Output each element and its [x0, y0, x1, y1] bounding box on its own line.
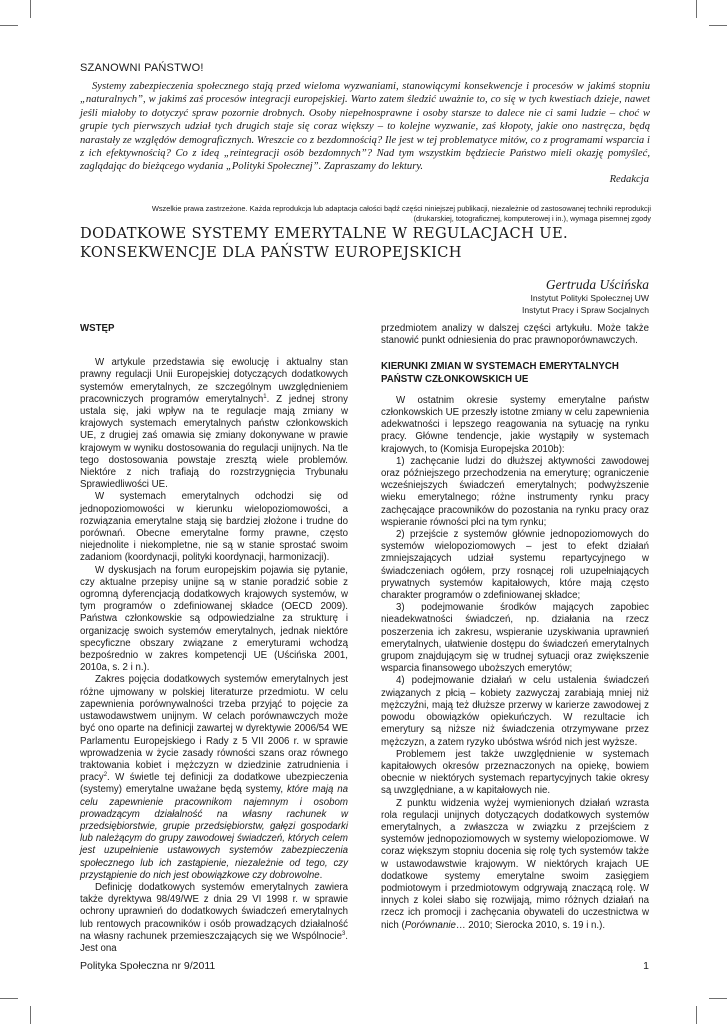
intro-heading: SZANOWNI PAŃSTWO! — [80, 62, 204, 74]
crop-mark — [0, 998, 18, 999]
paragraph: Problemem jest także uwzględnienie w systemach kapitałowych okresów przeznaczonych na opiekę, bowiem obecnie w niektórych systemach repartycyjnych takie okresy są uwzględniane, a w kapitałowych nie. — [381, 748, 649, 797]
paragraph: W ostatnim okresie systemy emerytalne państw członkowskich UE przeszły istotne zmiany w celu zapewnienia adekwatności i lepszego reagowania na sytuację na rynku pracy. Główne tendencje, jakie wystąpiły w systemach krajowych, to (Komisja Europejska 2010b): — [381, 394, 649, 455]
intro-text: Systemy zabezpieczenia społecznego stają przed wieloma wyzwaniami, stanowiącymi konsekwencje i procesów w jakimś stopniu „naturalnych”, w jakimś zaś procesów integracji europejskiej. Warto zatem śledzić uważnie to, co się w tych kwestiach dzieje, nawet jeśli miałoby to dotyczyć spraw pozornie drobnych. Osoby niepełnosprawne i osoby starsze to dalece nie ci sami ludzie – choć w grupie tych pierwszych udział tych drugich staje się coraz większy – to kolejne wyzwanie, zaś kłopoty, jakie ono nastręcza, będą narastały ze względów demograficznych. Wreszcie co z bezdomnością? Ile jest w tej problematyce mitów, co z programami wsparcia i z ich efektywnością? Co z ideą „reintegracji osób bezdomnych”? Nad tym wszystkim będziecie Państwo mieli okazję pomyśleć, zaglądając do bieżącego wydania „Polityki Społecznej”. Zapraszamy do lektury. — [80, 81, 650, 173]
article-title — [80, 224, 660, 262]
paragraph: Zakres pojęcia dodatkowych systemów emerytalnych jest różne ujmowany w polskiej literaturze przedmiotu. W celu zapewnienia porównywalności trzeba przyjąć to pojęcie za ustawodawstwem unijnym. W celach porównawczych może być ono oparte na definicji zawartej w dyrektywie 2006/54 WE Parlamentu Europejskiego i Rady z 5 VII 2006 r. w sprawie wprowadzenia w życie zasady równości szans oraz równego traktowania kobiet i mężczyzn w dziedzinie zatrudnienia i pracy$^2$. W świetle tej definicji za dodatkowe ubezpieczenia (systemy) emerytalne uważane będą systemy, które mają na celu zapewnienie pracownikom najemnym i osobom prowadzącym działalność na własny rachunek w przedsiębiorstwie, grupie przedsiębiorstw, gałęzi gospodarki lub należącym do grupy zawodowej świadczeń, których celem jest uzupełnienie ustawowych systemów zabezpieczenia społecznego lub ich zastąpienie, niezależnie od tego, czy przystąpienie do nich jest obowiązkowe czy dobrowolne. — [80, 674, 348, 881]
list-item: 4) podejmowanie działań w celu ustalenia świadczeń związanych z płcią – kobiety zazwyczaj zarabiają mniej niż mężczyźni, mają też dłuższe przerwy w karierze zawodowej z powodu obowiązków opiekuńczych. W rezultacie ich emerytury są niższe niż świadczenia otrzymywane przez mężczyzn, a zatem ryzyko ubóstwa wśród nich jest wyższe. — [381, 675, 649, 748]
paragraph: W artykule przedstawia się ewolucję i aktualny stan prawny regulacji Unii Europejskiej dotyczących dodatkowych systemów emerytalnych, ze szczególnym uwzględnieniem pracowniczych programów emerytalnych$^1$. Z jednej strony ustala się, jaki wpływ na te regulacje mają zmiany w krajowych systemach emerytalnych państw członkowskich UE, z drugiej zaś omawia się zmiany dokonywane w prawie krajowym w wyniku dostosowania do regulacji unijnych. Na tle tego dostosowania powstaje zresztą wiele problemów. Niektóre z nich trafiają do rozstrzygnięcia Trybunału Sprawiedliwości UE. — [80, 357, 348, 491]
crop-mark — [709, 25, 727, 26]
section-heading-kierunki: KIERUNKI ZMIAN W SYSTEMACH EMERYTALNYCH PAŃSTW CZŁONKOWSKICH UE — [381, 361, 619, 385]
paragraph: W systemach emerytalnych odchodzi się od jednopoziomowości w kierunku wielopoziomowości, a rozwiązania emerytalne stają się bardziej złożone i trudne do porównań. Obecne emerytalne formy prawne, często niejednolite i niekompletne, nie są w stanie sprostać swoim zadaniom (koordynacji, polityki koordynacji, harmonizacji). — [80, 491, 348, 564]
section-heading-wstep: WSTĘP — [80, 323, 115, 334]
paragraph: Definicję dodatkowych systemów emerytalnych zawiera także dyrektywa 98/49/WE z dnia 29 VI 1998 r. w sprawie ochrony uprawnień do dodatkowych świadczeń emerytalnych lub rentowych pracowników i osób prowadzących działalność na własny rachunek przemieszczających się we Wspólnocie$^3$. Jest ona — [80, 881, 348, 954]
author-affiliation — [522, 292, 649, 316]
crop-mark — [696, 0, 697, 18]
list-item: 1) zachęcanie ludzi do dłuższej aktywności zawodowej oraz późniejszego przechodzenia na emeryturę; ograniczenie wcześniejszych świadczeń emerytalnych; podwyższenie wieku emerytalnego; różne instrumenty rynku pracy zachęcające pracowników do pozostania na rynku pracy oraz wspieranie równości płci na tym rynku; — [381, 455, 649, 528]
crop-mark — [709, 998, 727, 999]
article-title-line-1: DODATKOWE SYSTEMY EMERYTALNE W REGULACJACH UE. — [80, 225, 569, 242]
crop-mark — [696, 1006, 697, 1024]
right-column — [381, 323, 649, 932]
copyright-notice: Wszelkie prawa zastrzeżone. Każda reprodukcja lub adaptacja całości bądź części niniejszej publikacji, niezależnie od zastosowanej techniki reprodukcji (drukarskiej, totograficznej, komputerowej i in.), wymaga pisemnej zgody — [151, 204, 651, 223]
list-item: 3) podejmowanie środków mających zapobiec nieadekwatności świadczeń, np. działania na rzecz poszerzenia ich zakresu, wspieranie uzyskiwania uprawnień emerytalnych, ułatwienie dostępu do świadczeń emerytalnych grupom znajdującym się w trudnej sytuacji oraz zwiększenie wsparcia finansowego uboższych emerytów; — [381, 602, 649, 675]
author-name: Gertruda Uścińska — [545, 277, 649, 292]
article-title-line-2: KONSEKWENCJE DLA PAŃSTW EUROPEJSKICH — [80, 244, 462, 261]
paragraph: przedmiotem analizy w dalszej części artykułu. Może także stanowić punkt odniesienia do prac prawnoporównawczych. — [381, 323, 649, 347]
left-column — [80, 323, 348, 955]
crop-mark — [30, 1006, 31, 1024]
numbered-list — [381, 456, 649, 749]
list-item: 2) przejście z systemów głównie jednopoziomowych do systemów wielopoziomowych – jest to efekt działań zmniejszających udział systemu repartycyjnego w świadczeniach ogółem, przy rosnącej roli uzupełniających prywatnych systemów kapitałowych, które mają często charakter programów o zdefiniowanej składce; — [381, 529, 649, 602]
affiliation-line-1: Instytut Polityki Społecznej UW — [530, 293, 649, 303]
paragraph: Z punktu widzenia wyżej wymienionych działań wzrasta rola regulacji unijnych dotyczących dodatkowych systemów emerytalnych, a zwłaszcza w związku z przejściem z systemów jednopoziomowych w systemy wielopoziomowe. W coraz większym stopniu docenia się rolę tych systemów także w ustawodawstwie krajowym. W niektórych krajach UE dodatkowe systemy emerytalne swoim zasięgiem podmiotowym i przedmiotowym odgrywają znaczącą rolę. W innych z kolei słabo się rozwijają, mimo różnych działań na rzecz ich promocji i zachęcania obywateli do uczestnictwa w nich (Porównanie… 2010; Sierocka 2010, s. 19 i n.). — [381, 797, 649, 931]
intro-signature: Redakcja — [609, 174, 649, 185]
crop-mark — [30, 0, 31, 18]
page-number: 1 — [643, 960, 649, 972]
footer-journal: Polityka Społeczna nr 9/2011 — [80, 960, 216, 972]
affiliation-line-2: Instytut Pracy i Spraw Socjalnych — [521, 305, 649, 315]
crop-mark — [0, 25, 18, 26]
paragraph: W dyskusjach na forum europejskim pojawia się pytanie, czy aktualne przepisy unijne są w stanie poradzić sobie z ogromną dyferencjacją dodatkowych krajowych systemów, w tym programów o zdefiniowanej składce (OECD 2009). Państwa członkowskie są odpowiedzialne za strukturę i organizację swoich systemów emerytalnych, jednak niektóre specyficzne obszary związane z emeryturami wchodzą bezpośrednio w zakres kompetencji UE (Uścińska 2001, 2010a, s. 2 i n.). — [80, 564, 348, 674]
